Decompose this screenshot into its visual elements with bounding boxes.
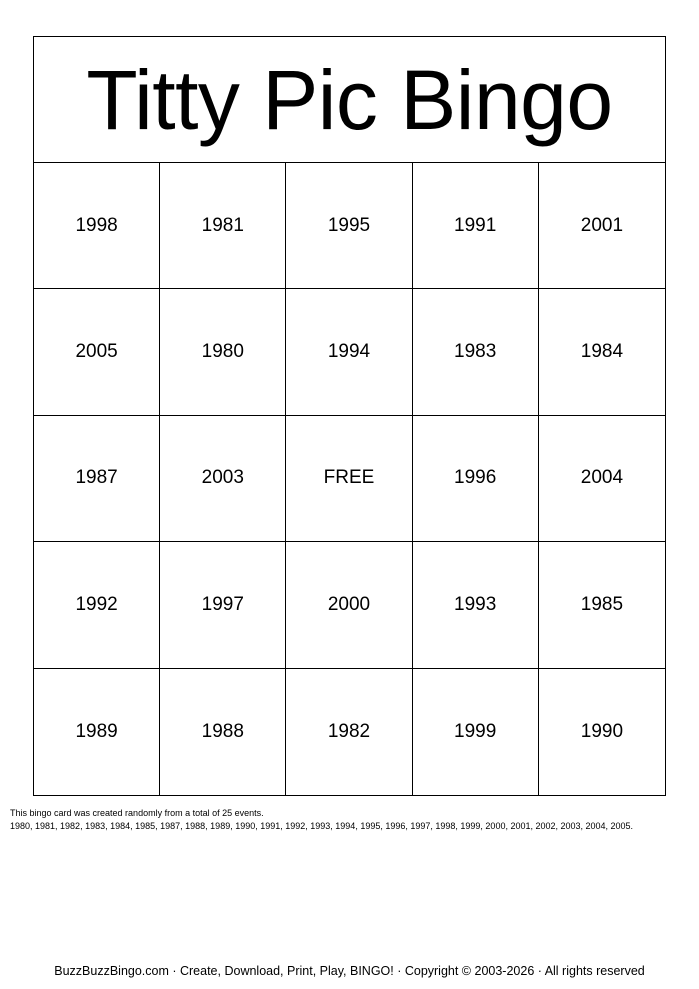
bingo-cell: 1982 [286,669,412,795]
bingo-cell: 1983 [413,289,539,415]
bingo-cell: 1994 [286,289,412,415]
card-title: Titty Pic Bingo [86,52,613,147]
bingo-cell: 1999 [413,669,539,795]
free-space-cell: FREE [286,416,412,542]
events-list: 1980, 1981, 1982, 1983, 1984, 1985, 1987, 1988, 1989, 1990, 1991, 1992, 1993, 1994, 1995, 1996, 1997, 1998, 1999, 2000, 2001, 2002, 2003, 2004, 2005. [10,821,634,831]
bingo-card [33,36,666,796]
bingo-cell: 2000 [286,542,412,668]
bingo-cell: 1998 [34,163,160,289]
bingo-cell: 1985 [539,542,665,668]
bingo-cell: 1981 [160,163,286,289]
bingo-cell: 1991 [413,163,539,289]
bingo-cell: 1996 [413,416,539,542]
bingo-cell: 2003 [160,416,286,542]
bingo-cell: 1988 [160,669,286,795]
bingo-cell: 2005 [34,289,160,415]
bingo-cell: 2001 [539,163,665,289]
footer-copyright: BuzzBuzzBingo.com · Create, Download, Print, Play, BINGO! · Copyright © 2003-2026 · All rights reserved [54,964,645,978]
bingo-cell: 1984 [539,289,665,415]
bingo-cell: 1989 [34,669,160,795]
bingo-cell: 1980 [160,289,286,415]
events-note: This bingo card was created randomly from a total of 25 events. [10,808,264,818]
bingo-cell: 1992 [34,542,160,668]
bingo-cell: 1987 [34,416,160,542]
bingo-cell: 1995 [286,163,412,289]
bingo-grid [34,163,665,795]
bingo-cell: 2004 [539,416,665,542]
bingo-cell: 1990 [580,720,624,742]
title-cell [34,37,665,163]
bingo-cell: 1997 [160,542,286,668]
bingo-cell: 1993 [413,542,539,668]
